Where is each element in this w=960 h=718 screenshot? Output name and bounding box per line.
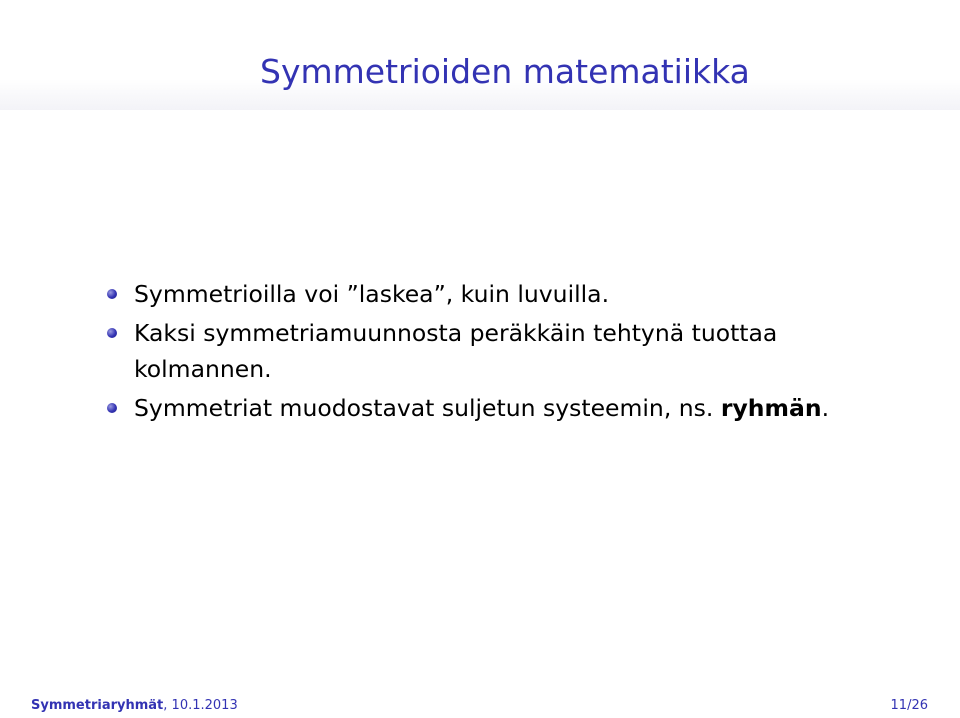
bullet-icon — [107, 328, 117, 338]
bullet-list — [104, 276, 864, 426]
bullet-item — [104, 390, 864, 426]
bullet-item — [104, 276, 864, 312]
footer-short-title: Symmetriaryhmät — [31, 698, 164, 713]
title-bar — [0, 0, 960, 110]
bullet-text-before: Symmetriat muodostavat suljetun systeemin, ns. — [134, 394, 721, 422]
bullet-text: Kaksi symmetriamuunnosta peräkkäin tehtynä tuottaa kolmannen. — [134, 319, 778, 383]
footer-date: 10.1.2013 — [171, 698, 238, 713]
bullet-emphasis: ryhmän — [720, 394, 822, 422]
bullet-icon — [107, 289, 117, 299]
bullet-text-after: . — [821, 394, 830, 422]
footer — [0, 696, 960, 718]
bullet-text: Symmetrioilla voi ”laskea”, kuin luvuilla. — [134, 280, 610, 308]
slide-title: Symmetrioiden matematiikka — [260, 52, 750, 91]
bullet-icon — [107, 403, 117, 413]
footer-info — [31, 696, 238, 716]
footer-separator: , — [163, 698, 172, 713]
page-number: 11/26 — [890, 698, 928, 713]
bullet-item — [104, 315, 864, 387]
